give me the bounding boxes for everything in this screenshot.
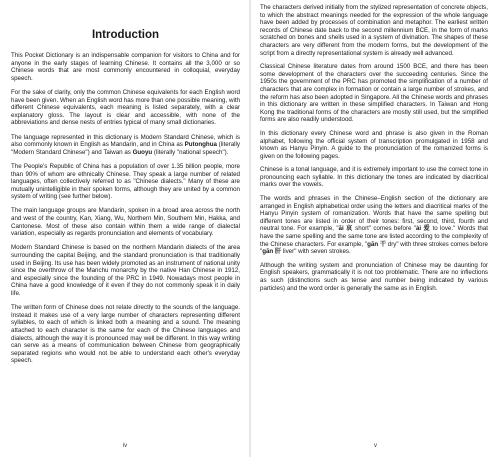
- term-guoyu: Guoyu: [132, 148, 153, 156]
- paragraph-standard-chinese: Modern Standard Chinese is based on the northern Mandarin dialects of the area surrounding the capital Beijing, and the standard pronunciation is that traditionally used in Beijing. Its use has been widely promoted as an instrument of national unity since the overthrow of the Manchu monarchy by the native Han Chinese in 1912, and especially since the founding of the PRC in 1949. Nowadays most people in China have a good knowledge of it even if they do not commonly speak it in daily life.: [11, 244, 240, 297]
- page-title: Introduction: [91, 29, 160, 41]
- example-ai4: ài 爱: [415, 225, 431, 233]
- example-ai1: āi 哀: [338, 225, 353, 233]
- page-number: iv: [122, 443, 128, 450]
- paragraph-grammar: Although the writing system and pronunciation of Chinese may be daunting for English speakers, grammatically it is not too problematic. There are no inflections as such (distinctions such as tense and number being indicated by various particles) and the word order is generally the same as in English.: [260, 261, 488, 292]
- example-gan-liver: gān 肝: [262, 248, 282, 256]
- text-fragment: The words and phrases in the Chinese–English section of the dictionary are arranged in English alphabetical order using the letters and diacritical marks of the Hanyu Pinyin system of romanization. Words that have the same spelling but different tones are listed in order of their tones: first, second, third, fourth and neutral tone. For example, ": [260, 195, 488, 233]
- paragraph-purpose: This Pocket Dictionary is an indispensable companion for visitors to China and for anyone in the early stages of learning Chinese. It contains all the 3,000 or so Chinese words that are most commonly encountered in colloquial, everyday speech.: [11, 52, 240, 82]
- text-fragment: liver" with seven strokes.: [281, 248, 351, 256]
- text-fragment: (literally "Modern Standard Chinese") and Taiwan as: [11, 141, 240, 156]
- example-gan-dry: gān 干: [367, 240, 387, 248]
- paragraph-tones: Chinese is a tonal language, and it is extremely important to use the correct tone in pronouncing each syllable. In this dictionary the tones are indicated by diacritical marks over the vowels.: [260, 166, 488, 189]
- right-page: [251, 0, 500, 457]
- page-number: v: [374, 443, 377, 450]
- text-fragment: dry" with three strokes comes before ": [260, 240, 488, 256]
- paragraph-population: The People's Republic of China has a population of over 1.35 billion people, more than 90% of whom are ethnically Chinese. They speak a large number of related languages, often collectively referred to as "Chinese dialects." Many of these are mutually unintelligible in their spoken forms, although they are united by a common system of writing (see further below).: [11, 162, 240, 201]
- paragraph-simplification: Classical Chinese literature dates from around 1500 BCE, and there has been some development of the characters over the succeeding centuries. Since the 1950s the government of the PRC has promoted the simplification of a number of characters that are complex in formation or contain a large number of strokes, and the reform has also been adopted in Singapore. All the Chinese words and phrases in this dictionary are written in these simplified characters. In Taiwan and Hong Kong the traditional forms of the characters are mostly still used, but the simplified forms are also readily understood.: [260, 63, 488, 124]
- paragraph-clarity: For the sake of clarity, only the common Chinese equivalents for each English word have been given. When an English word has more than one possible meaning, with different Chinese equivalents, each meaning is listed separately, with a clear explanatory gloss. The layout is clear and accessible, with none of the abbreviations and dense nests of entries typical of many small dictionaries.: [11, 88, 240, 127]
- paragraph-character-origins: The characters derived initially from the stylized representation of concrete objects, to which the abstract meanings needed for the expression of the whole language have been added by processes of combination and metaphor. The earliest written records of Chinese date back to the second millennium BCE, in the form of marks scratched on bones and shells used in a system of divination. The shapes of these characters are very different from the modern forms, but the development of the script from a directly representational system is already well advanced.: [260, 4, 488, 57]
- paragraph-language-groups: The main language groups are Mandarin, spoken in a broad area across the north and west of the country, Kan, Xiang, Wu, Northern Min, Southern Min, Hakka, and Cantonese. Most of these also contain within them a wide range of dialectal variation, especially as regards pronunciation and elements of vocabulary.: [11, 207, 240, 238]
- paragraph-written-form: The written form of Chinese does not relate directly to the sounds of the language. Instead it makes use of a very large number of characters representing different syllables, to each of which is linked both a meaning and a sound. The meaning attached to each character is the same for each of the Chinese languages and dialects, although the way it is pronounced may well be different. In this way writing can serve as a means of communication between Chinese from geographically separated regions who would not be able to understand each other's everyday speech.: [11, 304, 240, 365]
- text-fragment: to love." Words that have the same spelling and the same tone are listed according to the complexity of the Chinese characters. For example, ": [260, 225, 488, 248]
- term-putonghua: Putonghua: [184, 141, 217, 149]
- text-fragment: short" comes before ": [352, 225, 416, 233]
- paragraph-ordering: [260, 195, 488, 256]
- text-fragment: The language represented in this dictionary is Modern Standard Chinese, which is also commonly known in English as Mandarin, and in China as: [11, 133, 240, 149]
- paragraph-pinyin: In this dictionary every Chinese word and phrase is also given in the Roman alphabet, following the official system of transcription promulgated in 1958 and known as Hanyu Pinyin. A guide to the pronunciation of the romanized forms is given on the following pages.: [260, 129, 488, 160]
- paragraph-language: [11, 134, 240, 157]
- text-fragment: (literally "national speech").: [152, 148, 229, 156]
